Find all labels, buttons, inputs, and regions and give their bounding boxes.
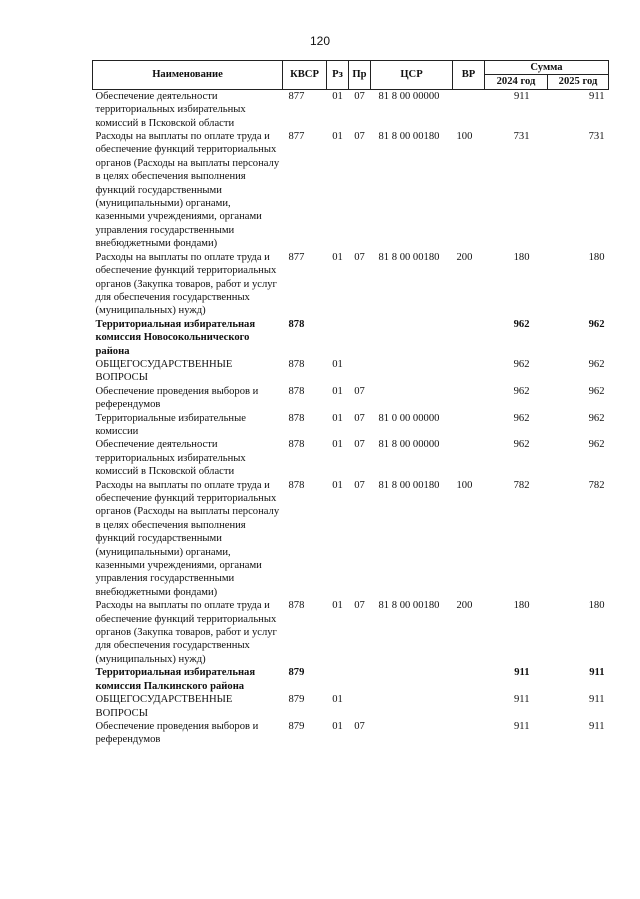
cell-y2024: 180 (513, 600, 530, 612)
table-row (93, 358, 609, 385)
table-row (93, 385, 609, 412)
cell-csr: 81 0 00 00000 (378, 412, 440, 424)
cell-pr (349, 358, 371, 385)
page-number: 120 (309, 34, 331, 48)
cell-y2025: 911 (589, 90, 605, 102)
cell-pr: 07 (354, 412, 365, 424)
cell-kvsr: 878 (288, 385, 305, 397)
cell-pr (349, 318, 371, 358)
cell-vr (453, 693, 485, 720)
cell-vr: 200 (456, 600, 473, 612)
cell-rz: 01 (332, 479, 343, 491)
cell-pr: 07 (354, 251, 365, 263)
cell-kvsr: 878 (288, 318, 305, 330)
cell-y2024: 911 (514, 90, 530, 102)
budget-table (92, 60, 609, 747)
cell-rz: 01 (332, 694, 343, 706)
header-pr: Пр (349, 61, 371, 90)
cell-name: Обеспечение деятельности территориальных избирательных комиссий в Псковской области (95, 90, 246, 129)
cell-y2025: 782 (588, 479, 605, 491)
cell-kvsr: 878 (288, 358, 305, 370)
cell-y2024: 962 (513, 439, 530, 451)
cell-rz: 01 (332, 720, 343, 732)
header-year-2024: 2024 год (485, 75, 548, 89)
cell-vr: 200 (456, 251, 473, 263)
table-row (93, 666, 609, 693)
header-kvsr: КВСР (283, 61, 327, 90)
cell-pr: 07 (354, 131, 365, 143)
cell-vr (453, 318, 485, 358)
header-csr: ЦСР (371, 61, 453, 90)
cell-vr (453, 438, 485, 478)
cell-y2024: 911 (514, 720, 530, 732)
cell-rz: 01 (332, 412, 343, 424)
cell-name: Территориальная избирательная комиссия Палкинского района (95, 667, 256, 692)
cell-csr (371, 693, 453, 720)
cell-y2024: 962 (513, 385, 530, 397)
cell-pr: 07 (354, 720, 365, 732)
cell-kvsr: 878 (288, 412, 305, 424)
header-year-2025: 2025 год (548, 75, 609, 89)
cell-rz: 01 (332, 251, 343, 263)
cell-rz: 01 (332, 90, 343, 102)
header-rz: Рз (327, 61, 349, 90)
cell-kvsr: 878 (288, 439, 305, 451)
cell-rz: 01 (332, 385, 343, 397)
table-row (93, 438, 609, 478)
budget-table-container (92, 60, 608, 747)
cell-pr: 07 (354, 90, 365, 102)
cell-rz: 01 (332, 439, 343, 451)
cell-y2025: 180 (588, 251, 605, 263)
cell-vr (453, 358, 485, 385)
cell-vr (453, 385, 485, 412)
cell-csr (371, 318, 453, 358)
cell-csr: 81 8 00 00000 (378, 439, 440, 451)
cell-rz: 01 (332, 131, 343, 143)
cell-name: Обеспечение проведения выборов и референдумов (95, 720, 259, 746)
cell-y2025: 911 (589, 667, 605, 679)
cell-name: ОБЩЕГОСУДАРСТВЕННЫЕ ВОПРОСЫ (95, 694, 233, 719)
table-row (93, 693, 609, 720)
cell-name: Обеспечение проведения выборов и референдумов (95, 385, 259, 411)
table-row (93, 720, 609, 747)
cell-name: Расходы на выплаты по оплате труда и обеспечение функций территориальных органов (Расходы на выплаты персоналу в целях обеспечения выполнения функций государственными (муниципальными) органами, казенными учреждениями, органами управления государственными внебюджетными фондами) (95, 131, 280, 250)
cell-y2025: 911 (589, 694, 605, 706)
cell-name: Обеспечение деятельности территориальных избирательных комиссий в Псковской области (95, 439, 246, 478)
cell-y2024: 782 (513, 479, 530, 491)
cell-kvsr: 878 (288, 600, 305, 612)
cell-rz: 01 (332, 358, 343, 370)
cell-y2024: 911 (514, 694, 530, 706)
cell-y2024: 962 (513, 358, 530, 370)
cell-csr (371, 720, 453, 747)
cell-name: ОБЩЕГОСУДАРСТВЕННЫЕ ВОПРОСЫ (95, 358, 233, 384)
cell-y2025: 962 (588, 412, 605, 424)
cell-pr: 07 (354, 479, 365, 491)
cell-vr (453, 89, 485, 130)
table-row (93, 318, 609, 358)
table-body (93, 89, 609, 746)
cell-kvsr: 879 (288, 667, 305, 679)
cell-rz (327, 666, 349, 693)
cell-pr: 07 (354, 600, 365, 612)
cell-name: Расходы на выплаты по оплате труда и обеспечение функций территориальных органов (Расходы на выплаты персоналу в целях обеспечения выполнения функций государственными (муниципальными) органами, казенными учреждениями, органами управления государственными внебюджетными фондами) (95, 479, 280, 598)
cell-y2024: 180 (513, 251, 530, 263)
cell-rz: 01 (332, 600, 343, 612)
cell-y2024: 911 (514, 667, 530, 679)
table-row (93, 130, 609, 251)
cell-name: Территориальная избирательная комиссия Новосокольнического района (95, 318, 256, 357)
cell-y2025: 962 (588, 318, 605, 330)
cell-y2025: 731 (588, 131, 605, 143)
cell-rz (327, 318, 349, 358)
header-name: Наименование (93, 61, 283, 90)
cell-pr: 07 (354, 439, 365, 451)
cell-pr (349, 693, 371, 720)
cell-csr: 81 8 00 00000 (378, 90, 440, 102)
cell-kvsr: 878 (288, 479, 305, 491)
cell-csr: 81 8 00 00180 (378, 131, 440, 143)
table-row (93, 412, 609, 439)
cell-csr (371, 666, 453, 693)
cell-pr: 07 (354, 385, 365, 397)
cell-name: Расходы на выплаты по оплате труда и обеспечение функций территориальных органов (Закупка товаров, работ и услуг для обеспечения государственных (муниципальных) нужд) (95, 251, 277, 317)
cell-kvsr: 879 (288, 694, 305, 706)
cell-kvsr: 877 (288, 131, 305, 143)
table-row (93, 89, 609, 130)
cell-y2025: 911 (589, 720, 605, 732)
header-vr: ВР (453, 61, 485, 90)
cell-y2025: 962 (588, 385, 605, 397)
table-row (93, 599, 609, 666)
table-row (93, 251, 609, 318)
cell-vr (453, 720, 485, 747)
cell-y2024: 731 (513, 131, 530, 143)
table-row (93, 479, 609, 600)
cell-y2025: 962 (588, 439, 605, 451)
cell-vr: 100 (456, 131, 473, 143)
cell-y2024: 962 (513, 318, 530, 330)
table-header (93, 61, 609, 90)
cell-kvsr: 879 (288, 720, 305, 732)
cell-y2024: 962 (513, 412, 530, 424)
cell-csr (371, 358, 453, 385)
header-sum: Сумма (485, 61, 609, 75)
cell-y2025: 180 (588, 600, 605, 612)
cell-csr: 81 8 00 00180 (378, 479, 440, 491)
cell-y2025: 962 (588, 358, 605, 370)
cell-name: Территориальные избирательные комиссии (95, 412, 246, 437)
cell-vr: 100 (456, 479, 473, 491)
cell-csr: 81 8 00 00180 (378, 600, 440, 612)
cell-vr (453, 412, 485, 439)
cell-vr (453, 666, 485, 693)
cell-name: Расходы на выплаты по оплате труда и обеспечение функций территориальных органов (Закупка товаров, работ и услуг для обеспечения государственных (муниципальных) нужд) (95, 600, 277, 665)
cell-kvsr: 877 (288, 251, 305, 263)
cell-kvsr: 877 (288, 90, 305, 102)
cell-csr (371, 385, 453, 412)
cell-pr (349, 666, 371, 693)
cell-csr: 81 8 00 00180 (378, 251, 440, 263)
